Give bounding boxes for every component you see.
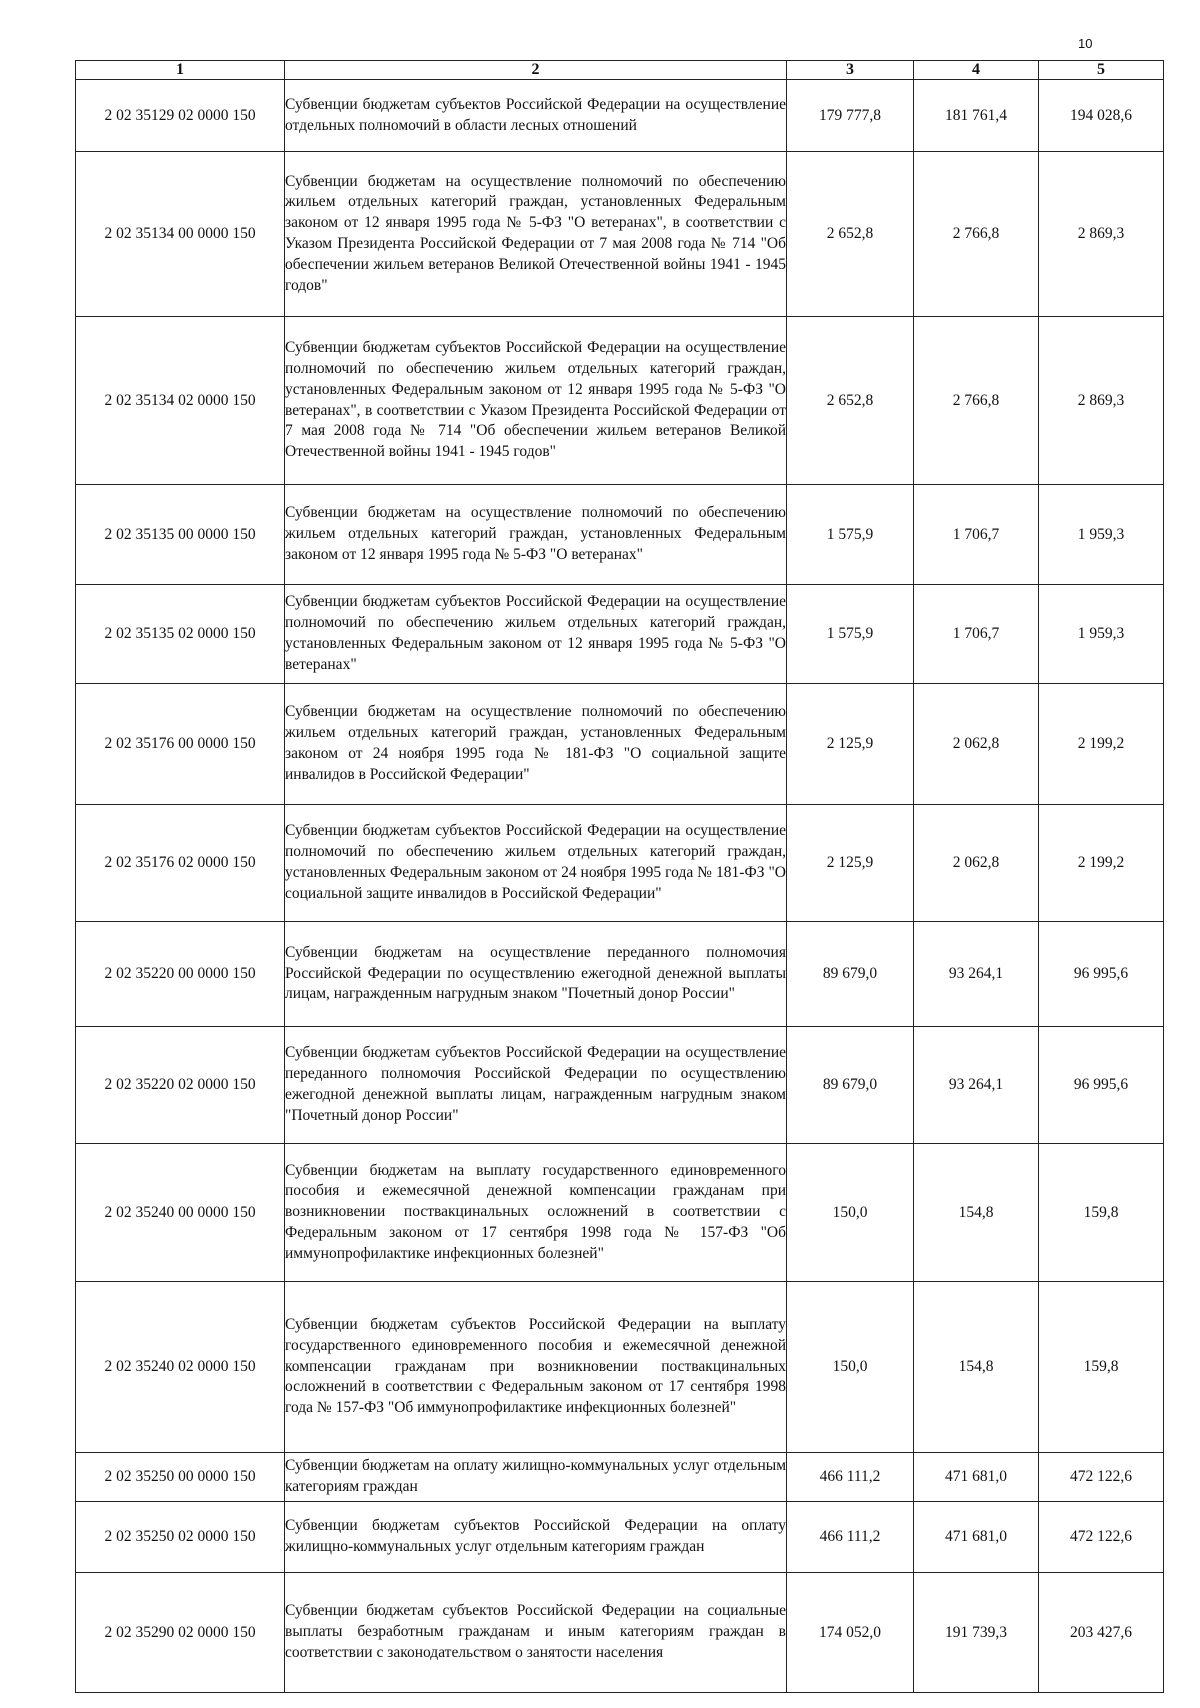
row-value-col4: 1 706,7	[914, 485, 1039, 585]
row-value-col3: 174 052,0	[787, 1573, 914, 1693]
row-value-col4: 471 681,0	[914, 1453, 1039, 1502]
table-row	[76, 805, 1164, 922]
row-value-col4: 471 681,0	[914, 1502, 1039, 1573]
row-description: Субвенции бюджетам на выплату государственного единовременного пособия и ежемесячной денежной компенсации гражданам при возникновении поствакцинальных осложнений в соответствии с Федеральным законом от 17 сентября 1998 года № 157-ФЗ "Об иммунопрофилактике инфекционных болезней"	[285, 1144, 787, 1282]
table-row	[76, 485, 1164, 585]
table-row	[76, 1573, 1164, 1693]
row-description: Субвенции бюджетам на осуществление переданного полномочия Российской Федерации по осуществлению ежегодной денежной выплаты лицам, награжденным нагрудным знаком "Почетный донор России"	[285, 922, 787, 1027]
column-header-2: 2	[285, 61, 787, 80]
table-row	[76, 1453, 1164, 1502]
table-row	[76, 585, 1164, 684]
row-value-col4: 2 062,8	[914, 684, 1039, 805]
row-value-col5: 2 869,3	[1039, 317, 1164, 485]
row-value-col3: 2 125,9	[787, 684, 914, 805]
row-value-col3: 89 679,0	[787, 1027, 914, 1144]
row-description: Субвенции бюджетам субъектов Российской Федерации на осуществление полномочий по обеспечению жильем отдельных категорий граждан, установленных Федеральным законом от 12 января 1995 года № 5-ФЗ "О ветеранах", в соответствии с Указом Президента Российской Федерации от 7 мая 2008 года № 714 "Об обеспечении жильем ветеранов Великой Отечественной войны 1941 - 1945 годов"	[285, 317, 787, 485]
row-value-col4: 154,8	[914, 1144, 1039, 1282]
row-description: Субвенции бюджетам субъектов Российской Федерации на выплату государственного единовременного пособия и ежемесячной денежной компенсации гражданам при возникновении поствакцинальных осложнений в соответствии с Федеральным законом от 17 сентября 1998 года № 157-ФЗ "Об иммунопрофилактике инфекционных болезней"	[285, 1282, 787, 1453]
row-value-col4: 93 264,1	[914, 1027, 1039, 1144]
row-value-col5: 472 122,6	[1039, 1502, 1164, 1573]
row-value-col3: 466 111,2	[787, 1502, 914, 1573]
row-value-col3: 2 652,8	[787, 317, 914, 485]
row-value-col3: 2 652,8	[787, 152, 914, 317]
table-row	[76, 80, 1164, 152]
row-value-col3: 179 777,8	[787, 80, 914, 152]
row-code: 2 02 35290 02 0000 150	[76, 1573, 285, 1693]
row-description: Субвенции бюджетам субъектов Российской Федерации на осуществление отдельных полномочий в области лесных отношений	[285, 80, 787, 152]
table-row	[76, 1502, 1164, 1573]
row-value-col5: 1 959,3	[1039, 485, 1164, 585]
row-description: Субвенции бюджетам на оплату жилищно-коммунальных услуг отдельным категориям граждан	[285, 1453, 787, 1502]
row-description: Субвенции бюджетам на осуществление полномочий по обеспечению жильем отдельных категорий граждан, установленных Федеральным законом от 24 ноября 1995 года № 181-ФЗ "О социальной защите инвалидов в Российской Федерации"	[285, 684, 787, 805]
row-code: 2 02 35250 02 0000 150	[76, 1502, 285, 1573]
row-value-col4: 181 761,4	[914, 80, 1039, 152]
row-description: Субвенции бюджетам на осуществление полномочий по обеспечению жильем отдельных категорий граждан, установленных Федеральным законом от 12 января 1995 года № 5-ФЗ "О ветеранах", в соответствии с Указом Президента Российской Федерации от 7 мая 2008 года № 714 "Об обеспечении жильем ветеранов Великой Отечественной войны 1941 - 1945 годов"	[285, 152, 787, 317]
row-value-col3: 2 125,9	[787, 805, 914, 922]
row-value-col4: 191 739,3	[914, 1573, 1039, 1693]
row-value-col4: 154,8	[914, 1282, 1039, 1453]
row-value-col5: 2 869,3	[1039, 152, 1164, 317]
row-value-col4: 2 062,8	[914, 805, 1039, 922]
row-code: 2 02 35135 00 0000 150	[76, 485, 285, 585]
row-value-col3: 150,0	[787, 1282, 914, 1453]
table-row	[76, 922, 1164, 1027]
row-value-col5: 1 959,3	[1039, 585, 1164, 684]
row-code: 2 02 35135 02 0000 150	[76, 585, 285, 684]
row-value-col5: 96 995,6	[1039, 1027, 1164, 1144]
row-code: 2 02 35134 02 0000 150	[76, 317, 285, 485]
row-code: 2 02 35240 02 0000 150	[76, 1282, 285, 1453]
table-row	[76, 1144, 1164, 1282]
row-value-col5: 96 995,6	[1039, 922, 1164, 1027]
table-row	[76, 152, 1164, 317]
row-code: 2 02 35220 02 0000 150	[76, 1027, 285, 1144]
row-code: 2 02 35176 00 0000 150	[76, 684, 285, 805]
row-description: Субвенции бюджетам на осуществление полномочий по обеспечению жильем отдельных категорий граждан, установленных Федеральным законом от 12 января 1995 года № 5-ФЗ "О ветеранах"	[285, 485, 787, 585]
row-description: Субвенции бюджетам субъектов Российской Федерации на осуществление переданного полномочия Российской Федерации по осуществлению ежегодной денежной выплаты лицам, награжденным нагрудным знаком "Почетный донор России"	[285, 1027, 787, 1144]
row-code: 2 02 35220 00 0000 150	[76, 922, 285, 1027]
row-value-col5: 472 122,6	[1039, 1453, 1164, 1502]
row-description: Субвенции бюджетам субъектов Российской Федерации на социальные выплаты безработным гражданам и иным категориям граждан в соответствии с законодательством о занятости населения	[285, 1573, 787, 1693]
column-header-4: 4	[914, 61, 1039, 80]
row-value-col4: 2 766,8	[914, 317, 1039, 485]
row-value-col3: 1 575,9	[787, 585, 914, 684]
row-value-col3: 150,0	[787, 1144, 914, 1282]
row-value-col5: 2 199,2	[1039, 684, 1164, 805]
row-value-col5: 159,8	[1039, 1144, 1164, 1282]
page-number: 10	[1078, 36, 1093, 51]
row-code: 2 02 35129 02 0000 150	[76, 80, 285, 152]
row-description: Субвенции бюджетам субъектов Российской Федерации на осуществление полномочий по обеспечению жильем отдельных категорий граждан, установленных Федеральным законом от 24 ноября 1995 года № 181-ФЗ "О социальной защите инвалидов в Российской Федерации"	[285, 805, 787, 922]
row-code: 2 02 35176 02 0000 150	[76, 805, 285, 922]
budget-table	[75, 60, 1164, 1693]
row-value-col3: 1 575,9	[787, 485, 914, 585]
table-row	[76, 317, 1164, 485]
row-value-col5: 2 199,2	[1039, 805, 1164, 922]
header-row	[76, 61, 1164, 80]
table-row	[76, 1027, 1164, 1144]
row-code: 2 02 35134 00 0000 150	[76, 152, 285, 317]
row-value-col5: 203 427,6	[1039, 1573, 1164, 1693]
column-header-5: 5	[1039, 61, 1164, 80]
row-description: Субвенции бюджетам субъектов Российской Федерации на осуществление полномочий по обеспечению жильем отдельных категорий граждан, установленных Федеральным законом от 12 января 1995 года № 5-ФЗ "О ветеранах"	[285, 585, 787, 684]
row-value-col5: 159,8	[1039, 1282, 1164, 1453]
table-row	[76, 1282, 1164, 1453]
row-value-col4: 93 264,1	[914, 922, 1039, 1027]
row-description: Субвенции бюджетам субъектов Российской Федерации на оплату жилищно-коммунальных услуг отдельным категориям граждан	[285, 1502, 787, 1573]
row-code: 2 02 35240 00 0000 150	[76, 1144, 285, 1282]
row-value-col4: 2 766,8	[914, 152, 1039, 317]
column-header-1: 1	[76, 61, 285, 80]
row-value-col5: 194 028,6	[1039, 80, 1164, 152]
row-value-col4: 1 706,7	[914, 585, 1039, 684]
row-value-col3: 89 679,0	[787, 922, 914, 1027]
row-value-col3: 466 111,2	[787, 1453, 914, 1502]
table-row	[76, 684, 1164, 805]
column-header-3: 3	[787, 61, 914, 80]
row-code: 2 02 35250 00 0000 150	[76, 1453, 285, 1502]
